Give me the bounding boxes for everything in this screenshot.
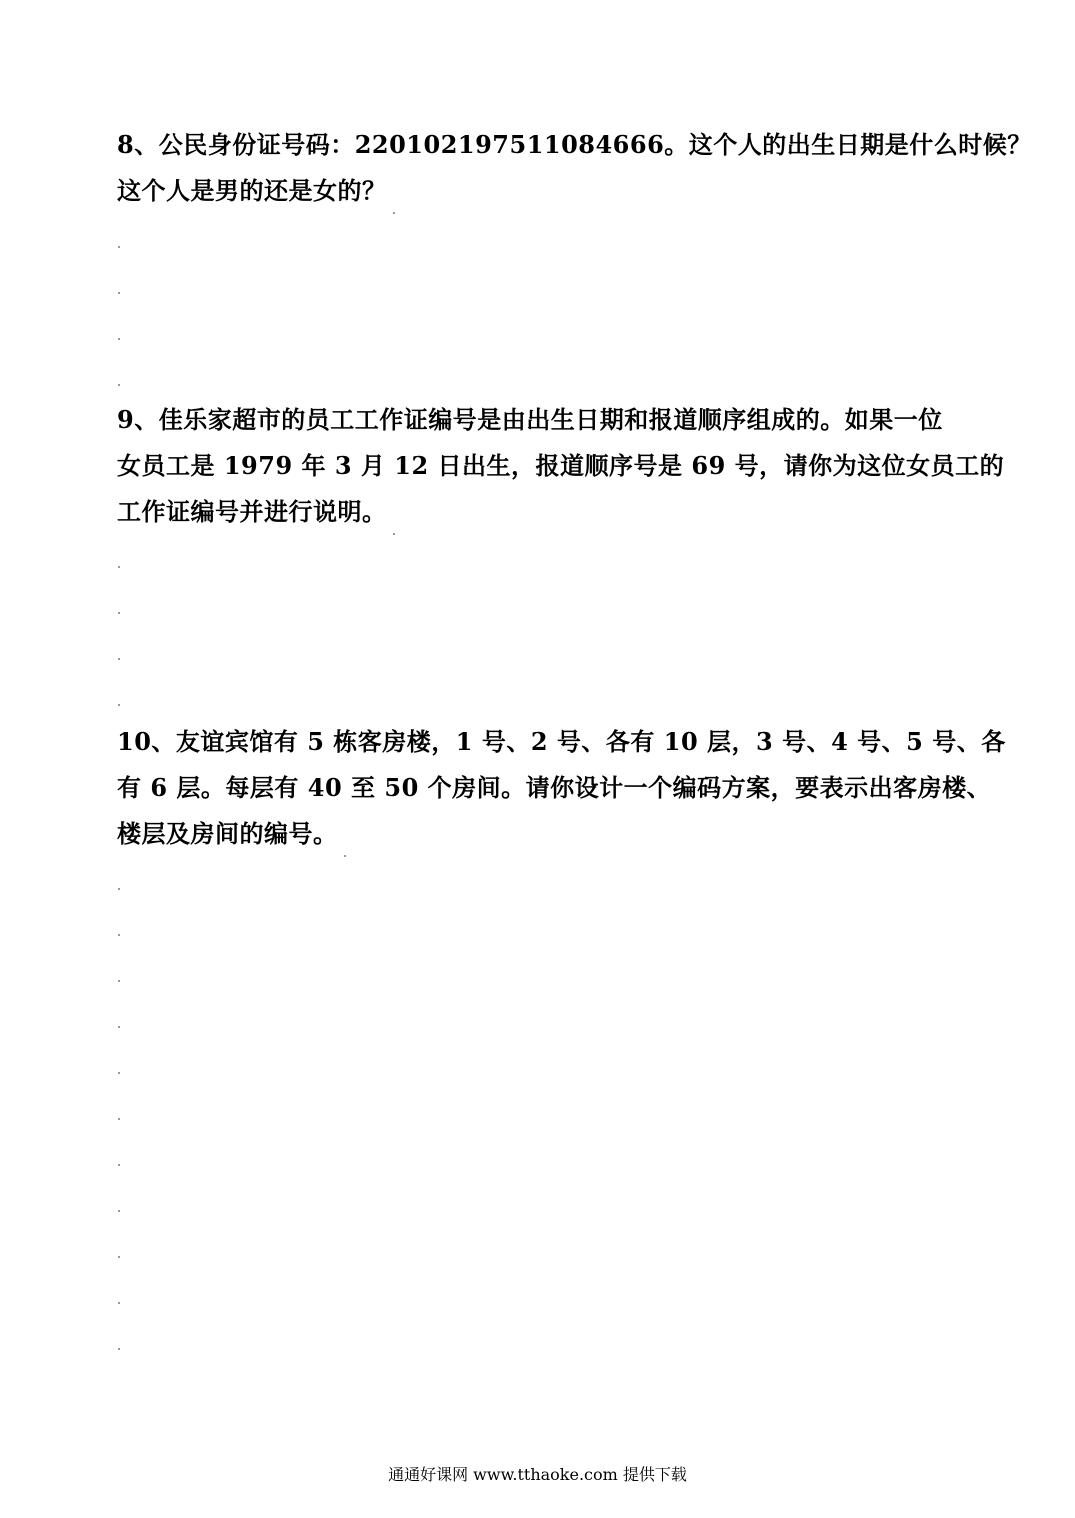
page-footer: 通通好课网 www.tthaoke.com 提供下载: [388, 1465, 687, 1484]
question-10-line-1: 10、友谊宾馆有 5 栋客房楼，1 号、2 号、各有 10 层，3 号、4 号、5 号、各: [117, 727, 1006, 756]
paragraph-mark: [393, 212, 395, 214]
empty-line-marker: [118, 246, 120, 248]
question-8-line-2: [117, 168, 962, 214]
empty-line-marker: [118, 1072, 120, 1074]
paragraph-mark: [344, 855, 346, 857]
question-10: [117, 719, 1006, 857]
question-10-line-3-text: 楼层及房间的编号。: [117, 819, 338, 848]
empty-line-marker: [118, 1026, 120, 1028]
question-9-line-2: 女员工是 1979 年 3 月 12 日出生，报道顺序号是 69 号，请你为这位女员工的: [117, 451, 1005, 480]
paragraph-mark: [393, 533, 395, 535]
empty-line-marker: [118, 612, 120, 614]
question-10-line-3: [117, 811, 962, 857]
question-9-line-3: [117, 489, 962, 535]
question-8: [117, 122, 1032, 214]
empty-line-marker: [118, 1302, 120, 1304]
empty-line-marker: [118, 566, 120, 568]
empty-line-marker: [118, 338, 120, 340]
empty-line-marker: [118, 934, 120, 936]
question-9: [117, 397, 1005, 535]
empty-line-marker: [118, 888, 120, 890]
question-9-line-3-text: 工作证编号并进行说明。: [117, 497, 387, 526]
empty-line-marker: [118, 980, 120, 982]
empty-line-marker: [118, 1118, 120, 1120]
empty-line-marker: [118, 704, 120, 706]
empty-line-marker: [118, 1348, 120, 1350]
question-9-line-1: 9、佳乐家超市的员工工作证编号是由出生日期和报道顺序组成的。如果一位: [117, 405, 943, 434]
empty-line-marker: [118, 658, 120, 660]
empty-line-marker: [118, 1164, 120, 1166]
question-10-line-2: 有 6 层。每层有 40 至 50 个房间。请你设计一个编码方案，要表示出客房楼、: [117, 773, 992, 802]
question-8-line-1: 8、公民身份证号码：220102197511084666。这个人的出生日期是什么时候？: [117, 130, 1032, 159]
question-8-line-2-text: 这个人是男的还是女的？: [117, 176, 387, 205]
empty-line-marker: [118, 1210, 120, 1212]
empty-line-marker: [118, 292, 120, 294]
empty-line-marker: [118, 1256, 120, 1258]
empty-line-marker: [118, 384, 120, 386]
